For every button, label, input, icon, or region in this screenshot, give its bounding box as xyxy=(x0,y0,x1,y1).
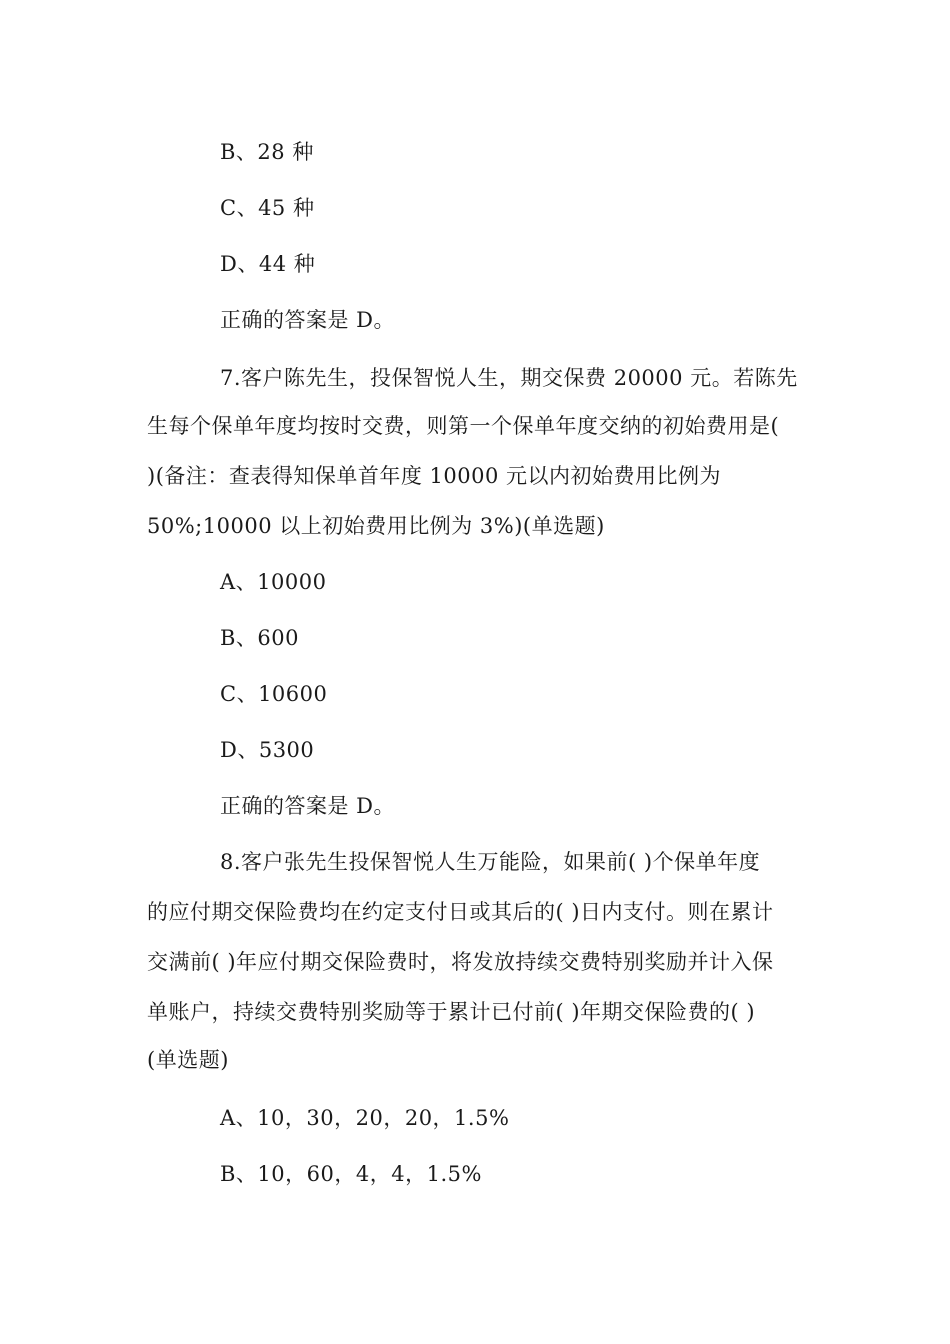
q8-option-a: A、10，30，20，20，1.5% xyxy=(220,1106,510,1130)
q7-text-line-2: 生每个保单年度均按时交费，则第一个保单年度交纳的初始费用是( xyxy=(147,414,780,438)
q7-answer: 正确的答案是 D。 xyxy=(220,794,396,818)
q8-text-line-3: 交满前( )年应付期交保险费时，将发放持续交费特别奖励并计入保 xyxy=(147,950,774,974)
q7-option-a: A、10000 xyxy=(220,570,327,594)
q6-answer: 正确的答案是 D。 xyxy=(220,308,396,332)
q7-option-c: C、10600 xyxy=(220,682,328,706)
q7-text-line-1: 7.客户陈先生，投保智悦人生，期交保费 20000 元。若陈先 xyxy=(220,366,798,390)
q6-option-c: C、45 种 xyxy=(220,196,315,220)
q8-text-line-1: 8.客户张先生投保智悦人生万能险，如果前( )个保单年度 xyxy=(220,850,761,874)
q8-option-b: B、10，60，4，4，1.5% xyxy=(220,1162,482,1186)
q8-text-line-2: 的应付期交保险费均在约定支付日或其后的( )日内支付。则在累计 xyxy=(147,900,774,924)
q7-text-line-4: 50%;10000 以上初始费用比例为 3%)(单选题) xyxy=(147,514,605,538)
q8-text-line-4: 单账户，持续交费特别奖励等于累计已付前( )年期交保险费的( ) xyxy=(147,1000,756,1024)
q6-option-d: D、44 种 xyxy=(220,252,316,276)
q7-text-line-3: )(备注：查表得知保单首年度 10000 元以内初始费用比例为 xyxy=(147,464,722,488)
q7-option-d: D、5300 xyxy=(220,738,315,762)
q8-text-line-5: (单选题) xyxy=(147,1048,229,1072)
q6-option-b: B、28 种 xyxy=(220,140,314,164)
q7-option-b: B、600 xyxy=(220,626,300,650)
